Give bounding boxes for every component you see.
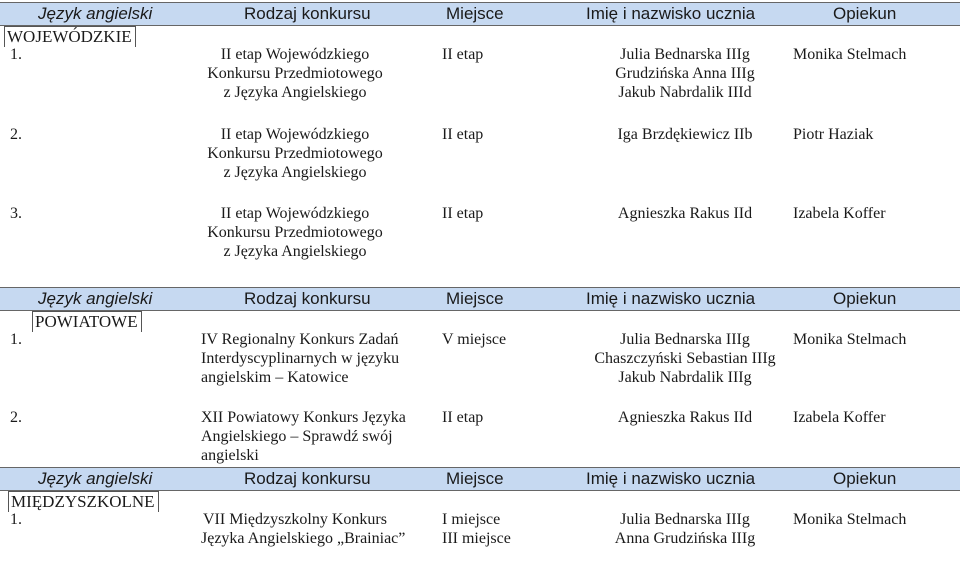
contest-name: II etap Wojewódzkiego Konkursu Przedmiotowego z Języka Angielskiego xyxy=(207,46,383,101)
table-header xyxy=(0,2,960,26)
contest-name: VII Międzyszkolny Konkurs Języka Angielskiego „Brainiac” xyxy=(201,511,406,547)
header-type: Rodzaj konkursu xyxy=(244,289,371,308)
header-subject: Język angielski xyxy=(38,289,153,308)
row-number: 2. xyxy=(10,126,22,143)
header-tutor: Opiekun xyxy=(833,4,897,23)
contest-name: II etap Wojewódzkiego Konkursu Przedmiotowego z Języka Angielskiego xyxy=(207,126,383,181)
header-type: Rodzaj konkursu xyxy=(244,469,371,488)
header-student: Imię i nazwisko ucznia xyxy=(586,469,756,488)
tutor-name: Izabela Koffer xyxy=(793,205,886,222)
header-student: Imię i nazwisko ucznia xyxy=(586,289,756,308)
tutor-name: Izabela Koffer xyxy=(793,409,886,426)
header-student: Imię i nazwisko ucznia xyxy=(586,4,756,23)
section-title-wojewodzkie: WOJEWÓDZKIE xyxy=(4,26,136,47)
header-place: Miejsce xyxy=(446,469,504,488)
header-subject: Język angielski xyxy=(38,469,153,488)
tutor-name: Piotr Haziak xyxy=(793,126,874,143)
place-value: II etap xyxy=(442,126,484,143)
contest-name: II etap Wojewódzkiego Konkursu Przedmiotowego z Języka Angielskiego xyxy=(207,205,383,260)
place-value: II etap xyxy=(442,205,484,222)
student-names: Agnieszka Rakus IId xyxy=(617,205,753,222)
place-value: II etap xyxy=(442,409,484,426)
place-value: I miejsce III miejsce xyxy=(442,511,511,547)
table-header xyxy=(0,467,960,491)
student-names: Julia Bednarska IIIg Anna Grudzińska IIIg xyxy=(614,511,756,547)
student-names: Julia Bednarska IIIg Grudzińska Anna IIIg Jakub Nabrdalik IIId xyxy=(615,46,755,101)
student-names: Julia Bednarska IIIg Chaszczyński Sebastian IIIg Jakub Nabrdalik IIIg xyxy=(594,331,776,386)
header-place: Miejsce xyxy=(446,4,504,23)
row-number: 3. xyxy=(10,205,22,222)
place-value: II etap xyxy=(442,46,484,63)
header-subject: Język angielski xyxy=(38,4,153,23)
section-title-powiatowe: POWIATOWE xyxy=(32,311,142,332)
row-number: 1. xyxy=(10,46,22,63)
table-header xyxy=(0,287,960,311)
place-value: V miejsce xyxy=(442,331,507,348)
student-names: Agnieszka Rakus IId xyxy=(617,409,753,426)
header-tutor: Opiekun xyxy=(833,289,897,308)
tutor-name: Monika Stelmach xyxy=(793,46,907,63)
tutor-name: Monika Stelmach xyxy=(793,511,907,528)
section-title-miedzyszkolne: MIĘDZYSZKOLNE xyxy=(8,491,159,512)
row-number: 2. xyxy=(10,409,22,426)
header-place: Miejsce xyxy=(446,289,504,308)
row-number: 1. xyxy=(10,511,22,528)
student-names: Iga Brzdękiewicz IIb xyxy=(617,126,753,143)
header-type: Rodzaj konkursu xyxy=(244,4,371,23)
contest-name: IV Regionalny Konkurs Zadań Interdyscyplinarnych w języku angielskim – Katowice xyxy=(201,331,400,386)
contest-name: XII Powiatowy Konkurs Języka Angielskiego – Sprawdź swój angielski xyxy=(201,409,406,464)
row-number: 1. xyxy=(10,331,22,348)
header-tutor: Opiekun xyxy=(833,469,897,488)
tutor-name: Monika Stelmach xyxy=(793,331,907,348)
